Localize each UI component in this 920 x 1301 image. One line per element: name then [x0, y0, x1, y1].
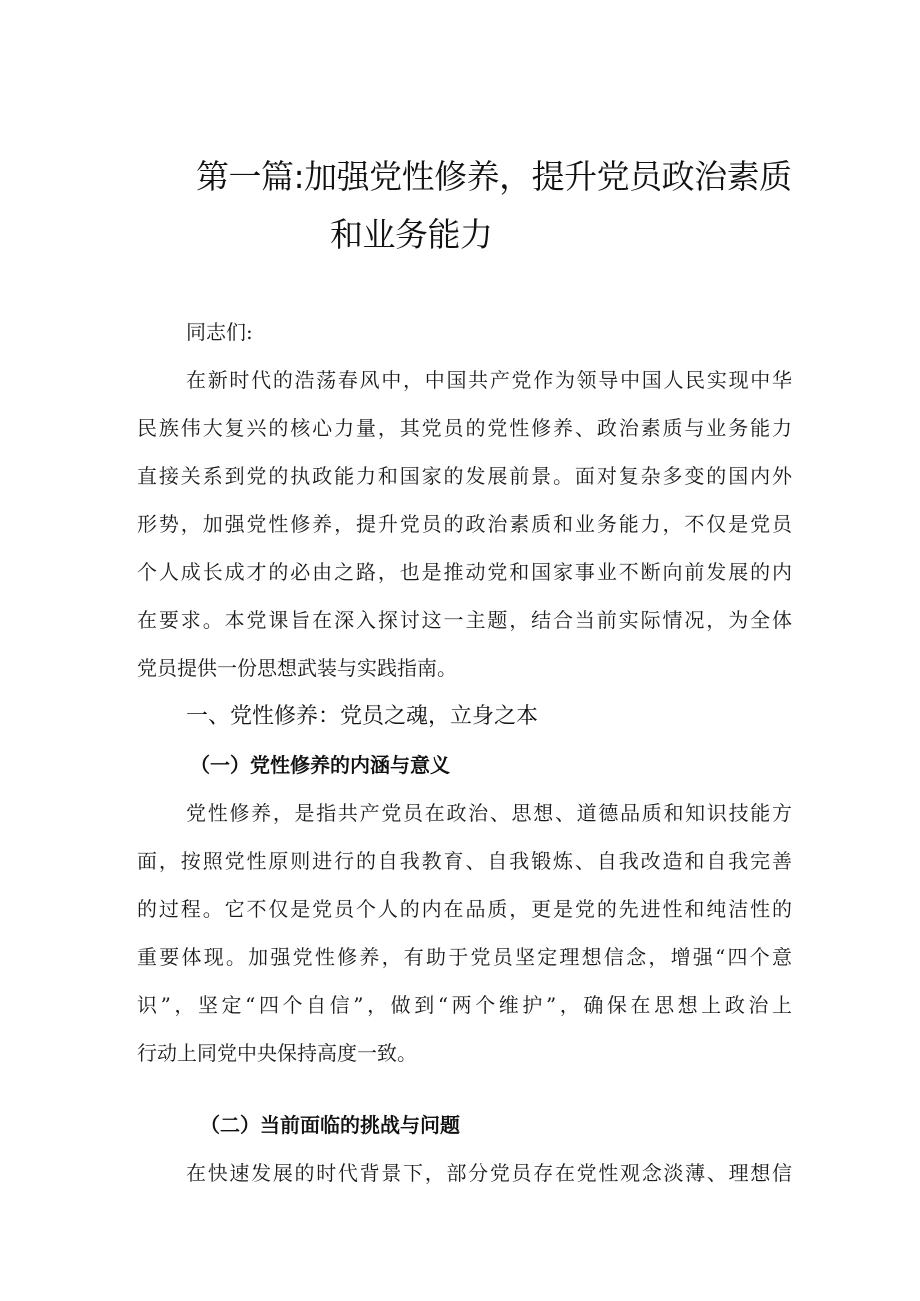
- subsection1-line: 行动上同党中央保持高度一致。: [137, 1041, 417, 1065]
- intro-line: 党员提供一份思想武装与实践指南。: [137, 656, 457, 680]
- subsection2-line: 在快速发展的时代背景下，部分党员存在党性观念淡薄、理想信: [186, 1161, 792, 1185]
- subsection-heading: （一）党性修养的内涵与意义: [190, 753, 450, 777]
- subsection1-line: 重要体现。加强党性修养，有助于党员坚定理想信念，增强“四个意: [137, 945, 792, 969]
- intro-line: 直接关系到党的执政能力和国家的发展前景。面对复杂多变的国内外: [137, 464, 792, 488]
- document-title-line-2: 和业务能力: [330, 215, 493, 254]
- subsection1-line: 面，按照党性原则进行的自我教育、自我锻炼、自我改造和自我完善: [137, 849, 792, 873]
- section-heading: 一、党性修养：党员之魂，立身之本: [186, 704, 539, 729]
- intro-line: 在新时代的浩荡春风中，中国共产党作为领导中国人民实现中华: [186, 368, 792, 392]
- subsection1-line: 党性修养，是指共产党员在政治、思想、道德品质和知识技能方: [186, 801, 792, 825]
- intro-line: 在要求。本党课旨在深入探讨这一主题，结合当前实际情况，为全体: [137, 608, 792, 632]
- intro-line: 形势，加强党性修养，提升党员的政治素质和业务能力，不仅是党员: [137, 512, 792, 536]
- intro-line: 个人成长成才的必由之路，也是推动党和国家事业不断向前发展的内: [137, 560, 792, 584]
- subsection-heading: （二）当前面临的挑战与问题: [200, 1113, 460, 1137]
- intro-line: 民族伟大复兴的核心力量，其党员的党性修养、政治素质与业务能力: [137, 416, 792, 440]
- document-title-line-1: 第一篇:加强党性修养，提升党员政治素质: [196, 157, 792, 196]
- subsection1-line: 识”，坚定“四个自信”，做到“两个维护”，确保在思想上政治上: [137, 993, 792, 1017]
- subsection1-line: 的过程。它不仅是党员个人的内在品质，更是党的先进性和纯洁性的: [137, 897, 792, 921]
- salutation: 同志们:: [186, 320, 253, 344]
